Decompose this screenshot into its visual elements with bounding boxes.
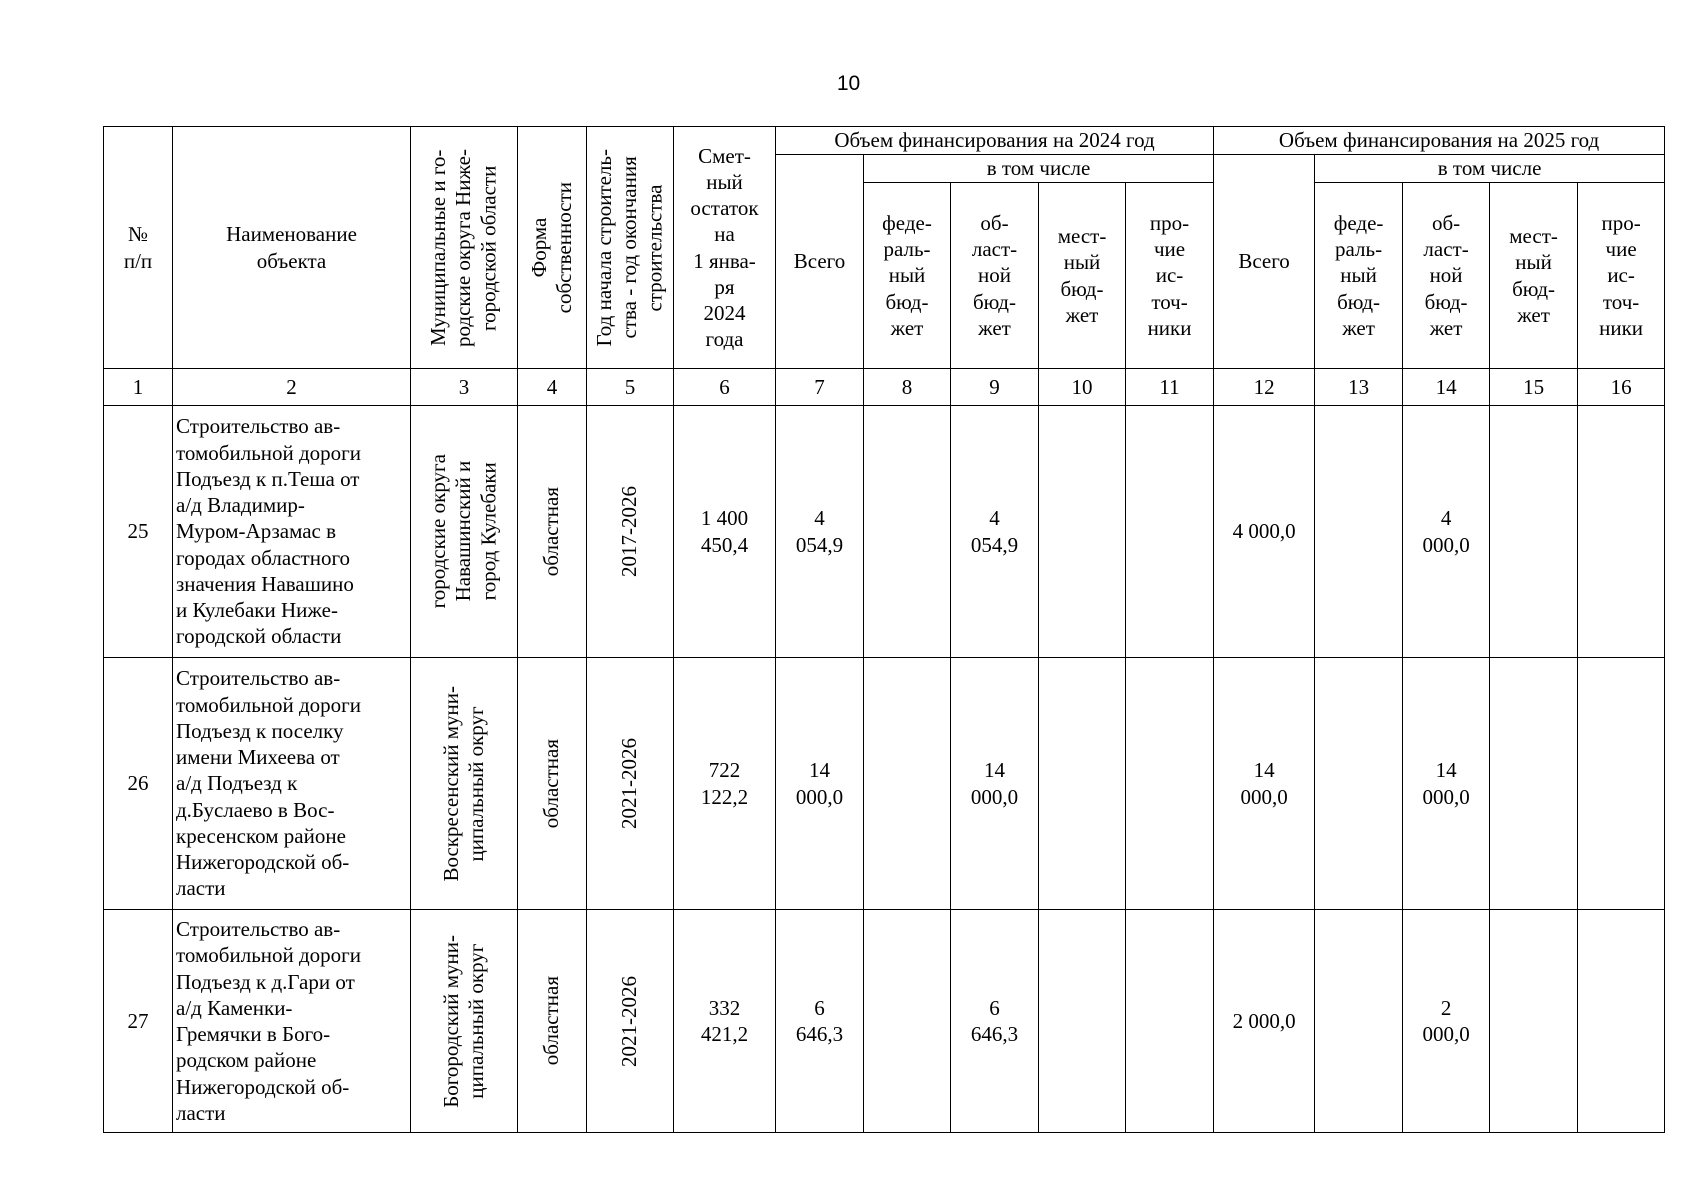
row-other-2025 [1578, 658, 1665, 910]
financing-table [103, 126, 1665, 1133]
row-years-text: 2021-2026 [617, 738, 642, 829]
row-local-2025 [1490, 658, 1578, 910]
row-total-2025: 4 000,0 [1214, 406, 1315, 658]
row-no: 26 [104, 658, 173, 910]
header-other-2025: про- чие ис- точ- ники [1578, 183, 1665, 369]
row-other-2025 [1578, 910, 1665, 1133]
row-total-2024: 6 646,3 [776, 910, 864, 1133]
column-number: 13 [1315, 369, 1403, 406]
header-regional-2024: об- ласт- ной бюд- жет [951, 183, 1039, 369]
header-federal-2025: феде- раль- ный бюд- жет [1315, 183, 1403, 369]
row-regional-2025: 2 000,0 [1403, 910, 1490, 1133]
row-other-2025 [1578, 406, 1665, 658]
header-total-2024: Всего [776, 155, 864, 369]
row-municipality [411, 658, 518, 910]
row-years-text: 2021-2026 [617, 975, 642, 1067]
page-number: 10 [836, 72, 861, 95]
header-federal-2024: феде- раль- ный бюд- жет [864, 183, 951, 369]
row-regional-2024: 4 054,9 [951, 406, 1039, 658]
header-other-2024: про- чие ис- точ- ники [1126, 183, 1214, 369]
row-years [587, 910, 674, 1133]
row-years [587, 406, 674, 658]
row-regional-2025: 14 000,0 [1403, 658, 1490, 910]
row-ownership-text: областная [539, 738, 564, 829]
header-including-2024: в том числе [864, 155, 1214, 183]
row-local-2025 [1490, 406, 1578, 658]
row-no: 25 [104, 406, 173, 658]
column-number: 11 [1126, 369, 1214, 406]
row-municipality [411, 406, 518, 658]
column-number: 10 [1039, 369, 1126, 406]
row-regional-2025: 4 000,0 [1403, 406, 1490, 658]
row-other-2024 [1126, 658, 1214, 910]
row-local-2025 [1490, 910, 1578, 1133]
row-municipality [411, 910, 518, 1133]
row-other-2024 [1126, 406, 1214, 658]
header-fin-2024: Объем финансирования на 2024 год [776, 127, 1214, 155]
row-estimate: 1 400 450,4 [674, 406, 776, 658]
row-name: Строительство ав- томобильной дороги Подъезд к п.Теша от а/д Владимир- Муром-Арзамас в городах областного значения Навашино и Кулебаки Ниже- городской области [173, 406, 411, 658]
row-municipality-text: городские округа Навашинский и город Кулебаки [426, 454, 501, 609]
column-number: 3 [411, 369, 518, 406]
row-local-2024 [1039, 406, 1126, 658]
table-row [104, 910, 1665, 1133]
column-number: 4 [518, 369, 587, 406]
row-years [587, 658, 674, 910]
row-ownership-text: областная [539, 486, 564, 577]
column-number: 12 [1214, 369, 1315, 406]
column-number: 8 [864, 369, 951, 406]
header-total-2025: Всего [1214, 155, 1315, 369]
row-ownership [518, 658, 587, 910]
header-estimate: Смет- ный остаток на 1 янва- ря 2024 года [674, 127, 776, 369]
row-federal-2024 [864, 406, 951, 658]
header-name: Наименование объекта [173, 127, 411, 369]
column-number: 1 [104, 369, 173, 406]
row-no: 27 [104, 910, 173, 1133]
row-total-2025: 14 000,0 [1214, 658, 1315, 910]
column-number: 16 [1578, 369, 1665, 406]
row-estimate: 332 421,2 [674, 910, 776, 1133]
header-ownership-text: Форма собственности [526, 181, 576, 314]
header-ownership [518, 127, 587, 369]
column-number-row [104, 369, 1665, 406]
column-number: 14 [1403, 369, 1490, 406]
row-total-2024: 14 000,0 [776, 658, 864, 910]
row-years-text: 2017-2026 [617, 486, 642, 577]
row-other-2024 [1126, 910, 1214, 1133]
row-federal-2025 [1315, 658, 1403, 910]
header-row-1 [104, 127, 1665, 155]
row-federal-2024 [864, 910, 951, 1133]
row-regional-2024: 14 000,0 [951, 658, 1039, 910]
row-estimate: 722 122,2 [674, 658, 776, 910]
header-municipality-text: Муниципальные и го- родские округа Ниже- городской области [426, 148, 501, 347]
row-ownership [518, 910, 587, 1133]
header-no: № п/п [104, 127, 173, 369]
header-municipality [411, 127, 518, 369]
row-name: Строительство ав- томобильной дороги Подъезд к д.Гари от а/д Каменки- Гремячки в Бого- родском районе Нижегородской об- ласти [173, 910, 411, 1133]
column-number: 5 [587, 369, 674, 406]
header-local-2025: мест- ный бюд- жет [1490, 183, 1578, 369]
header-fin-2025: Объем финансирования на 2025 год [1214, 127, 1665, 155]
header-local-2024: мест- ный бюд- жет [1039, 183, 1126, 369]
row-regional-2024: 6 646,3 [951, 910, 1039, 1133]
header-years-text: Год начала строитель- ства - год окончания строительства [592, 148, 667, 347]
row-federal-2025 [1315, 910, 1403, 1133]
column-number: 9 [951, 369, 1039, 406]
row-name: Строительство ав- томобильной дороги Подъезд к поселку имени Михеева от а/д Подъезд к д.Буслаево в Вос- кресенском районе Нижегородской об- ласти [173, 658, 411, 910]
header-including-2025: в том числе [1315, 155, 1665, 183]
row-ownership-text: областная [539, 976, 564, 1066]
row-total-2025: 2 000,0 [1214, 910, 1315, 1133]
row-federal-2025 [1315, 406, 1403, 658]
row-municipality-text: Воскресенский муни- ципальный округ [438, 685, 488, 882]
row-federal-2024 [864, 658, 951, 910]
table-row [104, 406, 1665, 658]
row-municipality-text: Богородский муни- ципальный округ [438, 934, 488, 1108]
row-ownership [518, 406, 587, 658]
column-number: 6 [674, 369, 776, 406]
row-local-2024 [1039, 658, 1126, 910]
header-years [587, 127, 674, 369]
header-regional-2025: об- ласт- ной бюд- жет [1403, 183, 1490, 369]
row-local-2024 [1039, 910, 1126, 1133]
column-number: 7 [776, 369, 864, 406]
column-number: 2 [173, 369, 411, 406]
row-total-2024: 4 054,9 [776, 406, 864, 658]
table-row [104, 658, 1665, 910]
column-number: 15 [1490, 369, 1578, 406]
